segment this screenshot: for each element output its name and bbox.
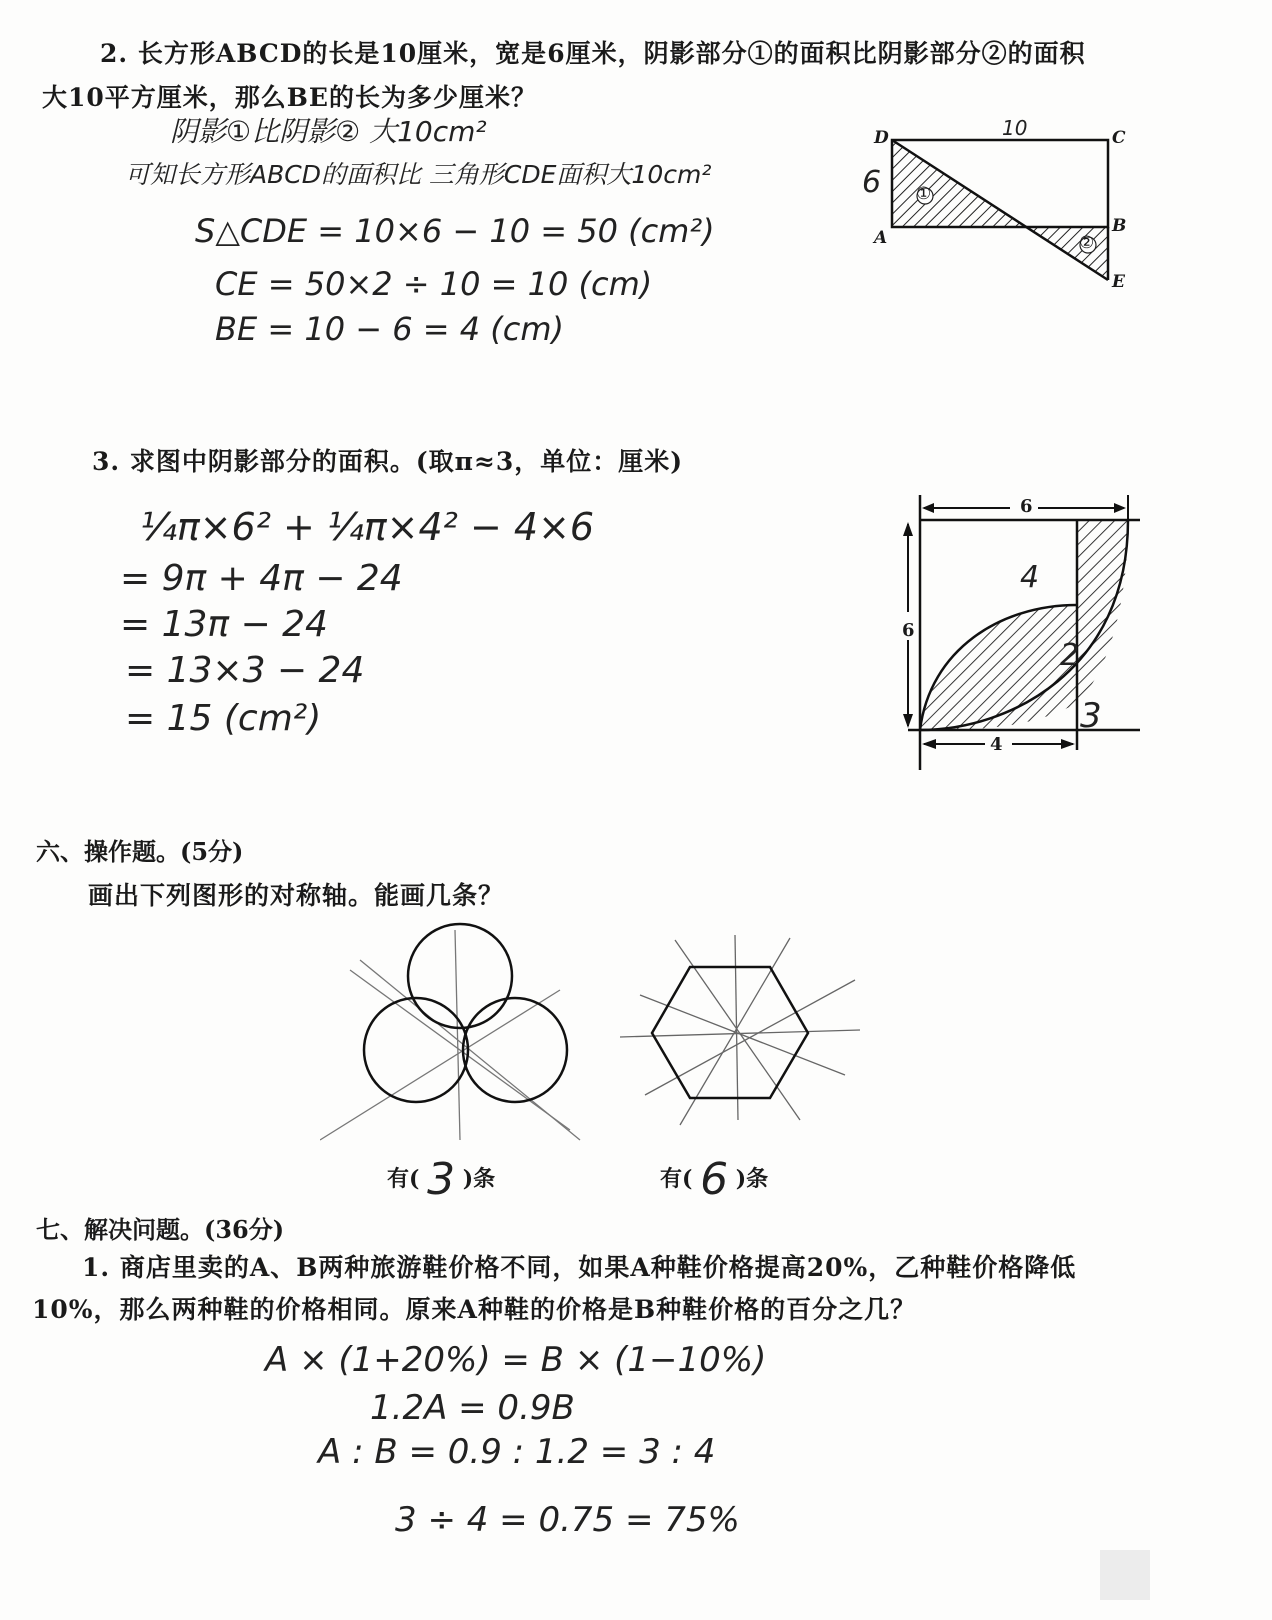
problem-2-work-line-3: S△CDE = 10×6 − 10 = 50 (cm²): [195, 212, 715, 250]
dim-top-6: 6: [1020, 496, 1033, 517]
answer-circles-suffix: )条: [462, 1166, 496, 1192]
section-7-problem-1-line-2: [32, 1290, 916, 1326]
problem-3-line: [92, 442, 683, 478]
label-e: E: [1112, 272, 1125, 292]
problem-2-work-line-1: 阴影①比阴影② 大10cm²: [170, 115, 487, 148]
problem-2-number: 2.: [100, 39, 129, 68]
bleed-through-text: [40, 365, 810, 396]
label-c: C: [1112, 128, 1126, 148]
problem-3-work-line-3: = 13π − 24: [120, 604, 328, 645]
region-1-label: ①: [916, 184, 932, 204]
three-circles-figure: [320, 900, 590, 1160]
answer-circles: [387, 1154, 495, 1205]
hand-region-3: 3: [1080, 696, 1102, 736]
section-6-instruction: 画出下列图形的对称轴。能画几条？: [88, 881, 505, 910]
hand-length-10: 10: [1002, 116, 1028, 140]
hand-width-6: 6: [862, 165, 882, 200]
section-6-title: 六、操作题。(5分): [36, 837, 244, 866]
problem-3-work-line-5: = 15 (cm²): [125, 698, 322, 739]
hand-region-4: 4: [1020, 560, 1040, 595]
answer-hexagon: [660, 1154, 768, 1205]
problem-3-text: 求图中阴影部分的面积。(取π≈3，单位：厘米): [129, 447, 684, 476]
problem-3-work-line-1: ¼π×6² + ¼π×4² − 4×6: [140, 505, 595, 549]
problem-2-text-2: 大10平方厘米，那么BE的长为多少厘米？: [42, 83, 537, 112]
hand-region-2: 2: [1060, 638, 1080, 673]
label-a: A: [874, 228, 888, 248]
problem-2-work-line-4: CE = 50×2 ÷ 10 = 10 (cm): [215, 265, 653, 303]
answer-hexagon-suffix: )条: [735, 1166, 769, 1192]
problem-2-text-1: 长方形ABCD的长是10厘米，宽是6厘米，阴影部分①的面积比阴影部分②的面积: [137, 39, 1086, 68]
region-2-label: ②: [1079, 233, 1095, 253]
section-7-problem-1-text-2: 10%，那么两种鞋的价格相同。原来A种鞋的价格是B种鞋价格的百分之几？: [32, 1295, 917, 1324]
problem-2-line-1: [100, 34, 1086, 70]
section-7-work-line-2: 1.2A = 0.9B: [370, 1388, 575, 1428]
problem-3-number: 3.: [92, 447, 121, 476]
answer-circles-value[interactable]: 3: [427, 1154, 456, 1205]
section-7-work-line-4: 3 ÷ 4 = 0.75 = 75%: [395, 1500, 740, 1540]
dim-left-6: 6: [902, 620, 915, 641]
label-d: D: [874, 128, 889, 148]
answer-hexagon-value[interactable]: 6: [700, 1154, 729, 1205]
answer-hexagon-prefix: 有(: [660, 1166, 693, 1192]
answer-circles-prefix: 有(: [387, 1166, 420, 1192]
problem-2-work-line-2: 可知长方形ABCD的面积比 三角形CDE面积大10cm²: [125, 160, 712, 189]
rectangle-abcd-figure: [860, 110, 1140, 300]
section-7-problem-1-line-1: [82, 1248, 1076, 1284]
problem-3-work-line-2: = 9π + 4π − 24: [120, 558, 403, 599]
problem-3-work-line-4: = 13×3 − 24: [125, 650, 365, 691]
section-7-work-line-3: A : B = 0.9 : 1.2 = 3 : 4: [318, 1432, 716, 1472]
dim-bottom-4: 4: [990, 734, 1003, 755]
label-b: B: [1112, 216, 1127, 236]
scan-artifact: [1100, 1550, 1150, 1600]
section-7-problem-1-text-1: 商店里卖的A、B两种旅游鞋价格不同，如果A种鞋价格提高20%，乙种鞋价格降低: [119, 1253, 1077, 1282]
problem-2-work-line-5: BE = 10 − 6 = 4 (cm): [215, 310, 564, 348]
section-7-problem-1-number: 1.: [82, 1253, 111, 1282]
problem-2-line-2: [42, 78, 537, 114]
section-7-title: 七、解决问题。(36分): [36, 1215, 285, 1244]
hexagon-figure: [620, 920, 860, 1140]
section-7-work-line-1: A × (1+20%) = B × (1−10%): [265, 1340, 767, 1380]
shaded-area-figure: [890, 490, 1140, 770]
